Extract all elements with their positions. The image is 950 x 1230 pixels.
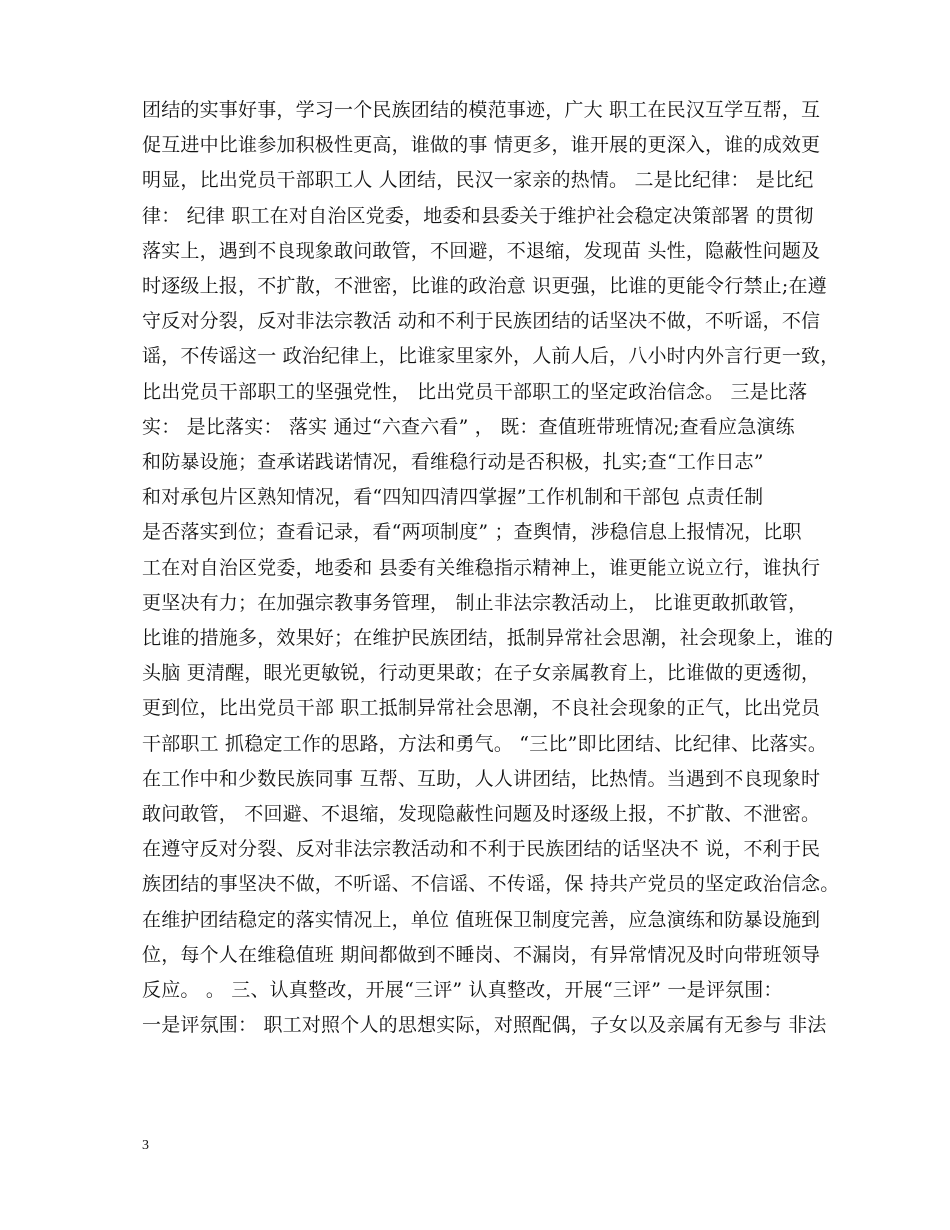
text-line: 一是评氛围： 职工对照个人的思想实际，对照配偶，子女以及亲属有无参与 非法	[142, 1014, 827, 1036]
text-line: 在工作中和少数民族同事 互帮、互助，人人讲团结，比热情。当遇到不良现象时	[142, 768, 821, 790]
text-line: 时逐级上报，不扩散，不泄密，比谁的政治意 识更强，比谁的更能令行禁止;在遵	[142, 275, 827, 297]
text-line: 在维护团结稳定的落实情况上，单位 值班保卫制度完善，应急演练和防暴设施到	[142, 909, 821, 931]
text-line: 团结的实事好事，学习一个民族团结的模范事迹，广大 职工在民汉互学互帮，互	[142, 99, 821, 121]
text-line: 比谁的措施多，效果好；在维护民族团结，抵制异常社会思潮，社会现象上，谁的	[142, 627, 834, 649]
text-line: 实： 是比落实： 落实 通过“六查六看” ， 既：查值班带班情况;查看应急演练	[142, 416, 795, 438]
text-line: 和防暴设施；查承诺践诺情况，看维稳行动是否积极，扎实;查“工作日志”	[142, 451, 764, 473]
text-line: 是否落实到位；查看记录，看“两项制度” ；查舆情，涉稳信息上报情况，比职	[142, 521, 802, 543]
text-line: 工在对自治区党委，地委和 县委有关维稳指示精神上，谁更能立说立行，谁执行	[142, 557, 821, 579]
text-line: 干部职工 抓稳定工作的思路，方法和勇气。 “三比”即比团结、比纪律、比落实。	[142, 733, 828, 755]
text-line: 更坚决有力；在加强宗教事务管理， 制止非法宗教活动上， 比谁更敢抓敢管，	[142, 592, 808, 614]
text-line: 更到位，比出党员干部 职工抵制异常社会思潮，不良社会现象的正气，比出党员	[142, 697, 821, 719]
text-line: 在遵守反对分裂、反对非法宗教活动和不利于民族团结的话坚决不 说，不利于民	[142, 838, 821, 860]
text-line: 比出党员干部职工的坚强党性， 比出党员干部职工的坚定政治信念。 三是比落	[142, 381, 808, 403]
text-line: 律： 纪律 职工在对自治区党委，地委和县委关于维护社会稳定决策部署 的贯彻	[142, 205, 814, 227]
text-line: 促互进中比谁参加积极性更高，谁做的事 情更多，谁开展的更深入，谁的成效更	[142, 134, 821, 156]
text-line: 谣，不传谣这一 政治纪律上，比谁家里家外，人前人后，八小时内外言行更一致，	[142, 345, 840, 367]
page-number: 3	[142, 1138, 149, 1153]
text-line: 位，每个人在维稳值班 期间都做到不睡岗、不漏岗，有异常情况及时向带班领导	[142, 944, 821, 966]
text-line: 和对承包片区熟知情况，看“四知四清四掌握”工作机制和干部包 点责任制	[142, 486, 764, 508]
text-line: 守反对分裂，反对非法宗教活 动和不利于民族团结的话坚决不做，不听谣，不信	[142, 310, 821, 332]
text-line: 明显，比出党员干部职工人 人团结，民汉一家亲的热情。 二是比纪律： 是比纪	[142, 169, 814, 191]
text-line: 族团结的事坚决不做，不听谣、不信谣、不传谣，保 持共产党员的坚定政治信念。	[142, 873, 840, 895]
text-line: 反应。 。 三、认真整改，开展“三评” 认真整改，开展“三评” 一是评氛围：	[142, 979, 783, 1001]
text-line: 头脑 更清醒，眼光更敏锐，行动更果敢；在子女亲属教育上，比谁做的更透彻，	[142, 662, 821, 684]
text-line: 敢问敢管， 不回避、不退缩，发现隐蔽性问题及时逐级上报，不扩散、不泄密。	[142, 803, 821, 825]
text-line: 落实上，遇到不良现象敢问敢管，不回避，不退缩，发现苗 头性，隐蔽性问题及	[142, 240, 821, 262]
